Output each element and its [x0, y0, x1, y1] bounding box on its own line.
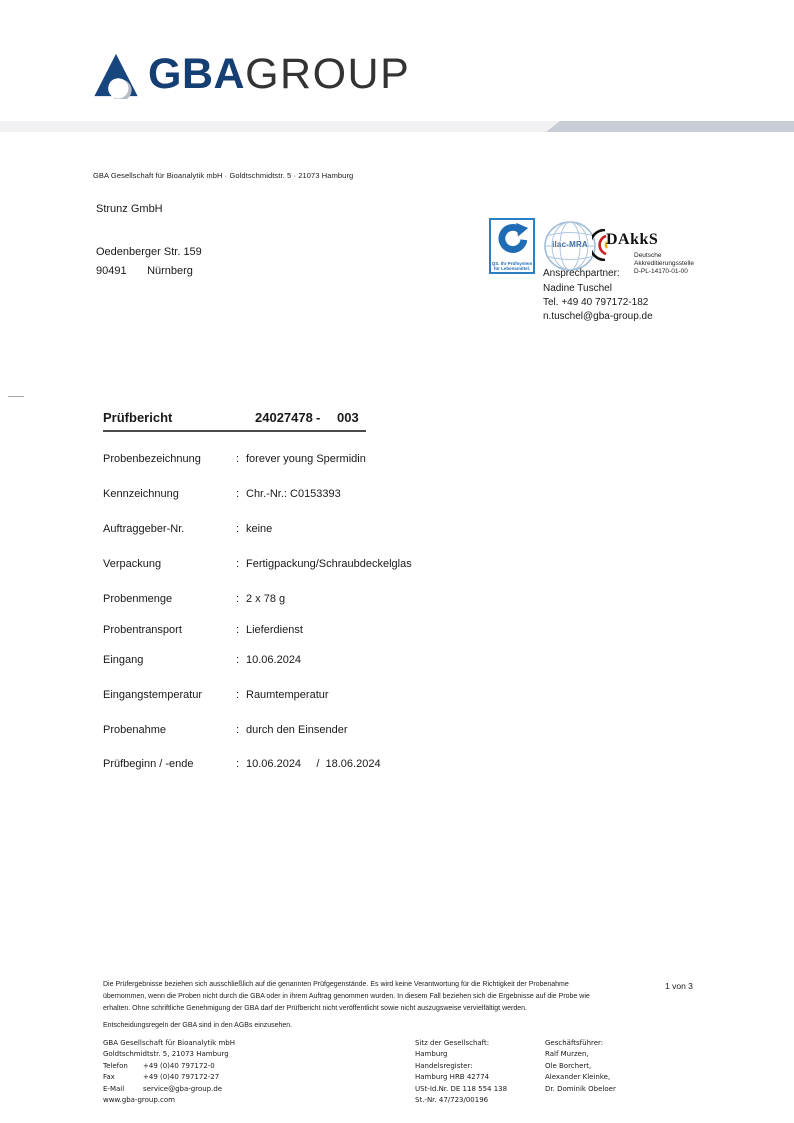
footer-seat-label: Sitz der Gesellschaft: [415, 1039, 490, 1047]
footer-register-label: Handelsregister: [415, 1061, 473, 1070]
recipient-street: Oedenberger Str. 159 [96, 246, 202, 258]
footer-register-value: Hamburg HRB 42774 [415, 1073, 490, 1082]
title-underline [103, 430, 366, 432]
footer-company-address: Goldtschmidtstr. 5, 21073 Hamburg [103, 1050, 229, 1059]
report-number-suffix: 003 [337, 410, 359, 425]
footer-manager-name: Ole Borchert, [545, 1061, 592, 1070]
sender-line: GBA Gesellschaft für Bioanalytik mbH · Goldtschmidtstr. 5 · 21073 Hamburg [93, 171, 354, 180]
disclaimer-line: Entscheidungsregeln der GBA sind in den AGBs einzusehen. [103, 1022, 293, 1029]
report-row [103, 453, 366, 465]
row-value: 10.06.2024 / 18.06.2024 [246, 758, 381, 770]
row-label: Probentransport [103, 624, 182, 636]
row-value: Lieferdienst [246, 624, 303, 636]
report-title: Prüfbericht [103, 410, 173, 425]
footer-fax-label: Fax [103, 1073, 115, 1082]
row-colon: : [236, 523, 240, 535]
contact-name: Nadine Tuschel [543, 283, 612, 294]
footer-manager-name: Alexander Kleinke, [545, 1073, 611, 1082]
footer-email-value: service@gba-group.de [143, 1084, 223, 1093]
row-label: Eingangstemperatur [103, 689, 203, 701]
ilac-mra-label: ilac-MRA [552, 240, 588, 249]
row-value: Fertigpackung/Schraubdeckelglas [246, 558, 412, 570]
report-number: 24027478 [255, 410, 313, 425]
footer-manager-name: Dr. Dominik Obeloer [545, 1084, 616, 1093]
gba-logo-text-bold: GBA [148, 50, 246, 98]
row-label: Probenahme [103, 724, 166, 736]
report-row [103, 758, 381, 770]
footer-website: www.gba-group.com [103, 1096, 175, 1105]
row-label: Probenbezeichnung [103, 453, 201, 465]
gba-logo-triangle-icon [93, 51, 139, 99]
row-label: Verpackung [103, 558, 162, 570]
row-label: Eingang [103, 654, 144, 666]
page-number: 1 von 3 [665, 981, 693, 991]
row-label: Kennzeichnung [103, 488, 179, 500]
report-row [103, 523, 272, 535]
recipient-city: Nürnberg [147, 265, 193, 277]
fold-mark [8, 396, 24, 397]
row-colon: : [236, 654, 240, 666]
row-colon: : [236, 689, 240, 701]
footer-fax-line [103, 1072, 235, 1083]
disclaimer-line: Die Prüfergebnisse beziehen sich ausschließlich auf die genannten Prüfgegenstände. Es wird keine Verantwortung für die Richtigkeit der Probenahme [103, 981, 569, 988]
gba-logo [93, 50, 410, 99]
footer-tax-number: St.-Nr. 47/723/00196 [415, 1096, 489, 1105]
dakks-subtitle-line2: Akkreditierungsstelle [634, 260, 694, 267]
footer-fax-value: +49 (0)40 797172-27 [143, 1073, 220, 1082]
row-label: Prüfbeginn / -ende [103, 758, 194, 770]
row-colon: : [236, 624, 240, 636]
recipient-name: Strunz GmbH [96, 203, 163, 215]
row-value: 2 x 78 g [246, 593, 286, 605]
footer-legal-column [415, 1038, 507, 1106]
row-value: Raumtemperatur [246, 689, 329, 701]
row-value: Chr.-Nr.: C0153393 [246, 488, 341, 500]
dakks-accreditation-number: D-PL-14170-01-00 [634, 268, 688, 275]
dakks-subtitle-line1: Deutsche [634, 252, 662, 259]
qs-arrow-icon [495, 243, 529, 260]
report-row [103, 654, 301, 666]
footer-manager-name: Ralf Murzen, [545, 1050, 589, 1059]
row-label: Auftraggeber-Nr. [103, 523, 185, 535]
row-value: 10.06.2024 [246, 654, 302, 666]
recipient-zip: 90491 [96, 265, 127, 277]
row-colon: : [236, 453, 240, 465]
row-value: durch den Einsender [246, 724, 348, 736]
row-value: forever young Spermidin [246, 453, 366, 465]
disclaimer-line: erhalten. Ohne schriftliche Genehmigung der GBA darf der Prüfbericht nicht veröffentlicht sowie nicht auszugsweise vervielfältigt werden. [103, 1005, 527, 1012]
report-row [103, 488, 341, 500]
row-colon: : [236, 724, 240, 736]
report-row [103, 624, 303, 636]
report-row [103, 689, 329, 701]
footer-phone-label: Telefon [103, 1061, 128, 1070]
footer-seat-value: Hamburg [415, 1050, 448, 1059]
recipient-city-line [96, 265, 193, 277]
contact-phone: Tel. +49 40 797172-182 [543, 297, 649, 308]
disclaimer-line: übernommen, wenn die Proben nicht durch die GBA oder in ihrem Auftrag genommen wurden. In diesem Fall beziehen sich die Ergebnisse auf die Probe wie [103, 993, 590, 1000]
report-row [103, 593, 285, 605]
qs-certification-badge [489, 218, 535, 274]
gba-logo-text-light: GROUP [245, 50, 411, 98]
contact-heading: Ansprechpartner: [543, 268, 620, 279]
contact-email: n.tuschel@gba-group.de [543, 311, 653, 322]
header-band-accent [546, 121, 794, 132]
report-row [103, 558, 412, 570]
footer-phone-line [103, 1061, 235, 1072]
footer-phone-value: +49 (0)40 797172-0 [143, 1061, 215, 1070]
row-label: Probenmenge [103, 593, 173, 605]
dakks-wordmark: DAkkS [606, 231, 659, 248]
footer-email-label: E-Mail [103, 1084, 125, 1093]
footer-email-line [103, 1084, 235, 1095]
report-number-separator: - [316, 410, 321, 425]
footer-vat-id: USt-Id.Nr. DE 118 554 138 [415, 1084, 508, 1093]
row-colon: : [236, 488, 240, 500]
footer-management-heading: Geschäftsführer: [545, 1039, 604, 1047]
row-colon: : [236, 593, 240, 605]
report-row [103, 724, 348, 736]
row-value: keine [246, 523, 273, 535]
qs-badge-text-line1: QS. Ihr Prüfsystem [491, 261, 533, 266]
qs-badge-text-line2: für Lebensmittel. [493, 266, 531, 271]
row-colon: : [236, 558, 240, 570]
footer-company-name: GBA Gesellschaft für Bioanalytik mbH [103, 1039, 235, 1047]
row-colon: : [236, 758, 240, 770]
footer-management-column [545, 1038, 616, 1095]
footer-company-column [103, 1038, 235, 1106]
